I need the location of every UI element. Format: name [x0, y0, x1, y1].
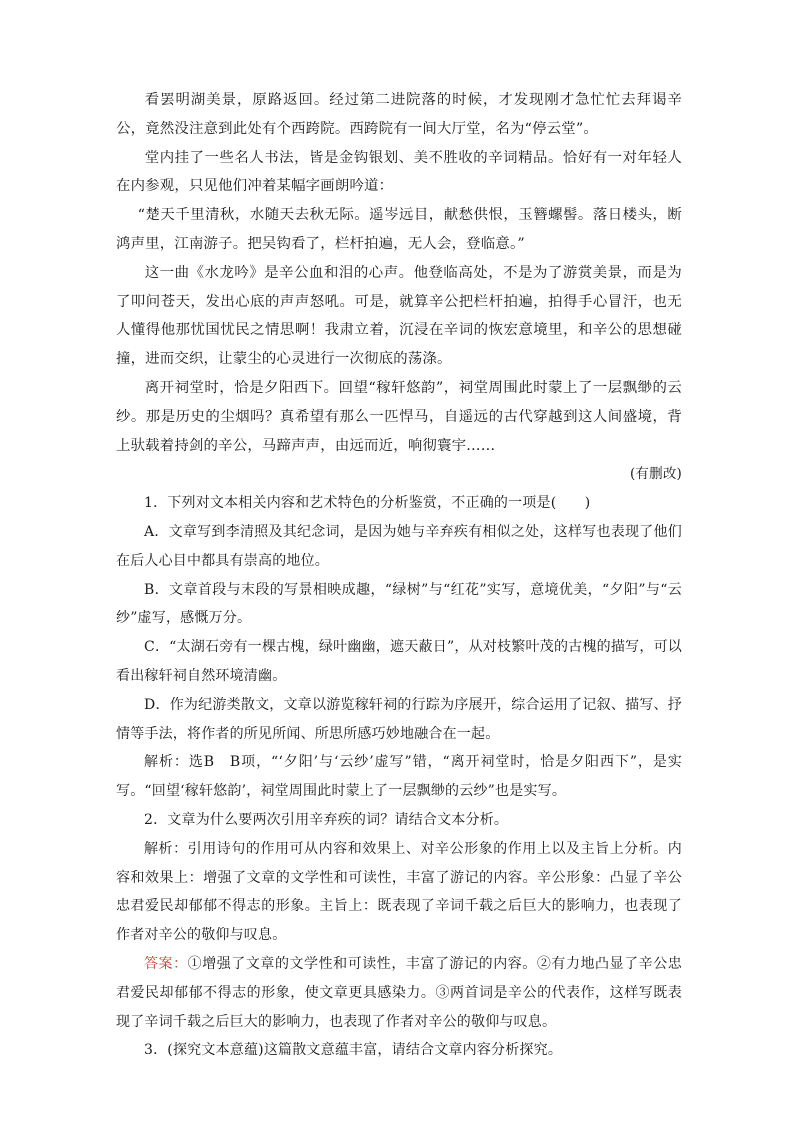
- source-note: (有删改): [629, 466, 682, 483]
- passage-paragraph-5: 离开祠堂时，恰是夕阳西下。回望“稼轩悠韵”，祠堂周围此时蒙上了一层飘缈的云纱。那是历史的尘烟吗？真希望有那么一匹悍马，自遥远的古代穿越到这人间盛境，背上驮载着持剑的辛公，马蹄声声，由远而近，响彻寰宇……: [116, 379, 682, 454]
- question-2-analysis: [116, 835, 682, 950]
- analysis-label: 解析：: [144, 840, 188, 857]
- document-page: [116, 86, 682, 1065]
- analysis-text: 引用诗句的作用可从内容和效果上、对辛公形象的作用上以及主旨上分析。内容和效果上：增强了文章的文学性和可读性，丰富了游记的内容。辛公形象：凸显了辛公忠君爱民却郁郁不得志的形象。主旨上：既表现了辛词千载之后巨大的影响力，也表现了作者对辛公的敬仰与叹息。: [116, 840, 682, 944]
- question-2-answer: [116, 950, 682, 1036]
- question-1-analysis: [116, 748, 682, 806]
- question-1-option-a: A．文章写到李清照及其纪念词，是因为她与辛弃疾有相似之处，这样写也表现了他们在后人心目中都具有崇高的地位。: [116, 523, 682, 569]
- question-1-option-d: D．作为纪游类散文，文章以游览稼轩祠的行踪为序展开，综合运用了记叙、描写、抒情等手法，将作者的所见所闻、所思所感巧妙地融合在一起。: [116, 696, 682, 742]
- question-1-stem: 1．下列对文本相关内容和艺术特色的分析鉴赏，不正确的一项是( ): [144, 495, 591, 512]
- analysis-label: 解析：: [144, 754, 189, 771]
- answer-label: 答案：: [144, 955, 188, 972]
- passage-paragraph-1: 看罢明湖美景，原路返回。经过第二进院落的时候，才发现刚才急忙忙去拜谒辛公，竟然没注意到此处有个西跨院。西跨院有一间大厅堂，名为“停云堂”。: [116, 92, 682, 137]
- passage-paragraph-2: 堂内挂了一些名人书法，皆是金钩银划、美不胜收的辛词精品。恰好有一对年轻人在内参观，只见他们冲着某幅字画朗吟道：: [116, 149, 682, 195]
- analysis-text: 选B B项，“‘夕阳’与‘云纱’虚写”错，“离开祠堂时，恰是夕阳西下”，是实写。“回望‘稼轩悠韵’，祠堂周围此时蒙上了一层飘缈的云纱”也是实写。: [116, 754, 682, 800]
- passage-paragraph-4: 这一曲《水龙吟》是辛公血和泪的心声。他登临高处，不是为了游赏美景，而是为了叩问苍天，发出心底的声声怒吼。可是，就算辛公把栏杆拍遍，拍得手心冒汗，也无人懂得他那忧国忧民之情思啊！我肃立着，沉浸在辛词的恢宏意境里，和辛公的思想碰撞，进而交织，让蒙尘的心灵进行一次彻底的荡涤。: [116, 264, 682, 368]
- question-3-stem: 3．(探究文本意蕴)这篇散文意蕴丰富，请结合文章内容分析探究。: [144, 1042, 563, 1059]
- question-1-option-c: C．“太湖石旁有一棵古槐，绿叶幽幽，遮天蔽日”，从对枝繁叶茂的古槐的描写，可以看出稼轩祠自然环境清幽。: [116, 639, 682, 684]
- question-1-option-b: B．文章首段与末段的写景相映成趣，“绿树”与“红花”实写，意境优美，“夕阳”与“云纱”虚写，感慨万分。: [116, 581, 682, 627]
- answer-text: ①增强了文章的文学性和可读性，丰富了游记的内容。②有力地凸显了辛公忠君爱民却郁郁不得志的形象，使文章更具感染力。③两首词是辛公的代表作，这样写既表现了辛词千载之后巨大的影响力，也表现了作者对辛公的敬仰与叹息。: [116, 955, 682, 1030]
- poem-quote: “楚天千里清秋，水随天去秋无际。遥岑远目，献愁供恨，玉簪螺髻。落日楼头，断鸿声里，江南游子。把吴钩看了，栏杆拍遍，无人会，登临意。”: [116, 207, 682, 252]
- question-2-stem: 2．文章为什么要两次引用辛弃疾的词？请结合文本分析。: [144, 811, 509, 828]
